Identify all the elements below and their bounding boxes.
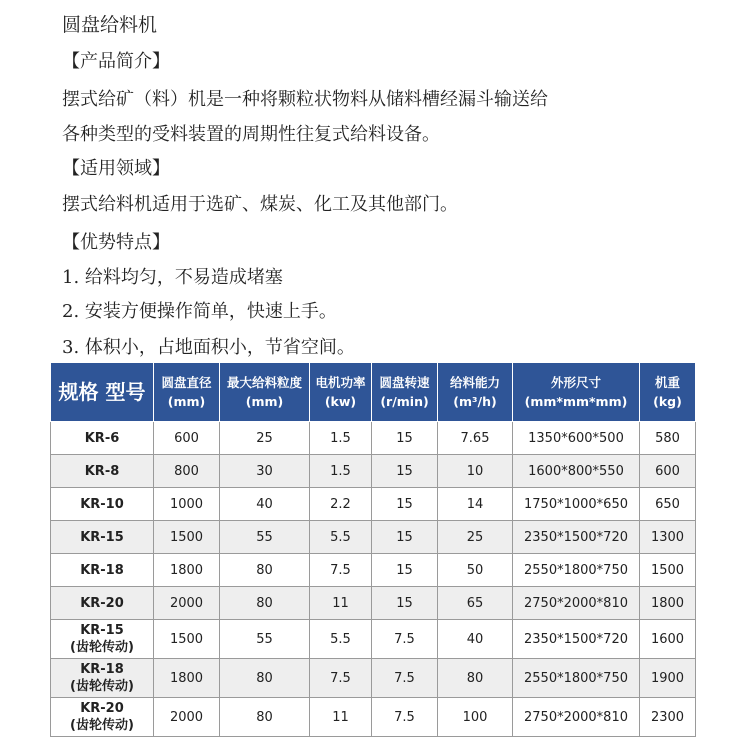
table-row [51, 521, 696, 554]
table-cell: 40 [220, 488, 310, 521]
table-cell: 80 [220, 659, 310, 698]
table-cell: 100 [438, 698, 513, 737]
table-cell: 11 [310, 587, 372, 620]
table-cell: 2350*1500*720 [513, 620, 640, 659]
table-header-cell [220, 363, 310, 422]
model-cell [51, 554, 154, 587]
model-name: KR-6 [84, 430, 120, 446]
table-cell: 600 [640, 455, 696, 488]
table-cell: 7.5 [310, 554, 372, 587]
table-cell: 1600*800*550 [513, 455, 640, 488]
table-cell: 1500 [154, 521, 220, 554]
table-header-cell [438, 363, 513, 422]
section-heading-application: 【适用领域】 [62, 158, 170, 179]
table-cell: 580 [640, 422, 696, 455]
table-cell: 7.5 [372, 620, 438, 659]
table-cell: 800 [154, 455, 220, 488]
table-header-cell [513, 363, 640, 422]
table-header-cell [154, 363, 220, 422]
model-drive-note: (齿轮传动) [70, 640, 134, 655]
table-header-cell [310, 363, 372, 422]
table-header-row [51, 363, 696, 422]
table-cell: 15 [372, 422, 438, 455]
model-name: KR-15 [80, 623, 124, 638]
header-unit: (m³/h) [453, 394, 497, 409]
table-cell: 7.5 [372, 698, 438, 737]
model-drive-note: (齿轮传动) [70, 718, 134, 733]
model-cell [51, 698, 154, 737]
section-heading-intro: 【产品简介】 [62, 51, 170, 72]
header-unit: (r/min) [380, 394, 429, 409]
table-cell: 25 [220, 422, 310, 455]
table-cell: 80 [438, 659, 513, 698]
table-row [51, 620, 696, 659]
table-cell: 1800 [640, 587, 696, 620]
table-row [51, 422, 696, 455]
table-row [51, 659, 696, 698]
table-cell: 1800 [154, 554, 220, 587]
header-label: 外形尺寸 [550, 375, 601, 390]
model-name: KR-15 [80, 529, 124, 545]
header-label: 最大给料粒度 [226, 375, 302, 390]
spec-table [50, 362, 696, 737]
table-cell: 1900 [640, 659, 696, 698]
table-cell: 2300 [640, 698, 696, 737]
table-cell: 50 [438, 554, 513, 587]
model-name: KR-20 [80, 595, 124, 611]
table-cell: 1750*1000*650 [513, 488, 640, 521]
model-cell [51, 587, 154, 620]
table-cell: 1350*600*500 [513, 422, 640, 455]
table-cell: 15 [372, 587, 438, 620]
table-cell: 7.5 [310, 659, 372, 698]
application-text: 摆式给料机适用于选矿、煤炭、化工及其他部门。 [62, 194, 458, 215]
table-cell: 15 [372, 554, 438, 587]
intro-text-line-2: 各种类型的受料装置的周期性往复式给料设备。 [62, 124, 440, 145]
table-cell: 10 [438, 455, 513, 488]
section-heading-advantages: 【优势特点】 [62, 232, 170, 253]
table-cell: 1500 [154, 620, 220, 659]
page-title: 圆盘给料机 [62, 14, 158, 36]
table-cell: 600 [154, 422, 220, 455]
table-cell: 55 [220, 620, 310, 659]
model-name: KR-18 [80, 662, 124, 677]
table-row [51, 698, 696, 737]
table-header-cell [640, 363, 696, 422]
table-cell: 55 [220, 521, 310, 554]
intro-text-line-1: 摆式给矿（料）机是一种将颗粒状物料从储料槽经漏斗输送给 [62, 89, 548, 110]
table-row [51, 587, 696, 620]
advantage-item-1: 1. 给料均匀，不易造成堵塞 [62, 267, 283, 288]
table-cell: 2000 [154, 587, 220, 620]
table-cell: 15 [372, 521, 438, 554]
table-cell: 650 [640, 488, 696, 521]
table-cell: 1.5 [310, 422, 372, 455]
table-cell: 5.5 [310, 521, 372, 554]
header-unit: (kg) [653, 394, 682, 409]
table-cell: 15 [372, 488, 438, 521]
model-cell [51, 422, 154, 455]
table-cell: 25 [438, 521, 513, 554]
advantage-item-3: 3. 体积小，占地面积小，节省空间。 [62, 337, 355, 358]
table-cell: 1800 [154, 659, 220, 698]
table-cell: 2750*2000*810 [513, 587, 640, 620]
header-label: 给料能力 [449, 375, 500, 390]
table-cell: 1000 [154, 488, 220, 521]
table-cell: 2550*1800*750 [513, 659, 640, 698]
model-cell [51, 521, 154, 554]
table-cell: 5.5 [310, 620, 372, 659]
model-cell [51, 659, 154, 698]
table-cell: 14 [438, 488, 513, 521]
header-label: 电机功率 [315, 375, 366, 390]
table-cell: 65 [438, 587, 513, 620]
table-cell: 7.5 [372, 659, 438, 698]
model-name: KR-10 [80, 496, 124, 512]
header-label: 机重 [654, 375, 680, 390]
header-unit: (mm) [167, 394, 206, 409]
table-row [51, 455, 696, 488]
header-unit: (mm) [245, 394, 284, 409]
table-cell: 2000 [154, 698, 220, 737]
header-unit: (mm*mm*mm) [524, 394, 628, 409]
table-cell: 1.5 [310, 455, 372, 488]
table-cell: 1600 [640, 620, 696, 659]
table-cell: 1500 [640, 554, 696, 587]
model-name: KR-18 [80, 562, 124, 578]
table-cell: 7.65 [438, 422, 513, 455]
table-cell: 2550*1800*750 [513, 554, 640, 587]
table-cell: 80 [220, 698, 310, 737]
advantage-item-2: 2. 安装方便操作简单，快速上手。 [62, 301, 337, 322]
table-cell: 40 [438, 620, 513, 659]
header-label: 规格 型号 [58, 379, 146, 404]
table-header-cell [51, 363, 154, 422]
table-row [51, 554, 696, 587]
table-cell: 2350*1500*720 [513, 521, 640, 554]
table-cell: 1300 [640, 521, 696, 554]
model-name: KR-8 [84, 463, 120, 479]
table-cell: 30 [220, 455, 310, 488]
table-row [51, 488, 696, 521]
table-header-cell [372, 363, 438, 422]
table-cell: 15 [372, 455, 438, 488]
header-label: 圆盘转速 [379, 375, 430, 390]
header-label: 圆盘直径 [161, 375, 212, 390]
model-cell [51, 455, 154, 488]
model-cell [51, 488, 154, 521]
table-cell: 2.2 [310, 488, 372, 521]
table-cell: 80 [220, 554, 310, 587]
model-name: KR-20 [80, 701, 124, 716]
header-unit: (kw) [324, 394, 357, 409]
table-cell: 80 [220, 587, 310, 620]
model-drive-note: (齿轮传动) [70, 679, 134, 694]
table-cell: 11 [310, 698, 372, 737]
table-cell: 2750*2000*810 [513, 698, 640, 737]
model-cell [51, 620, 154, 659]
